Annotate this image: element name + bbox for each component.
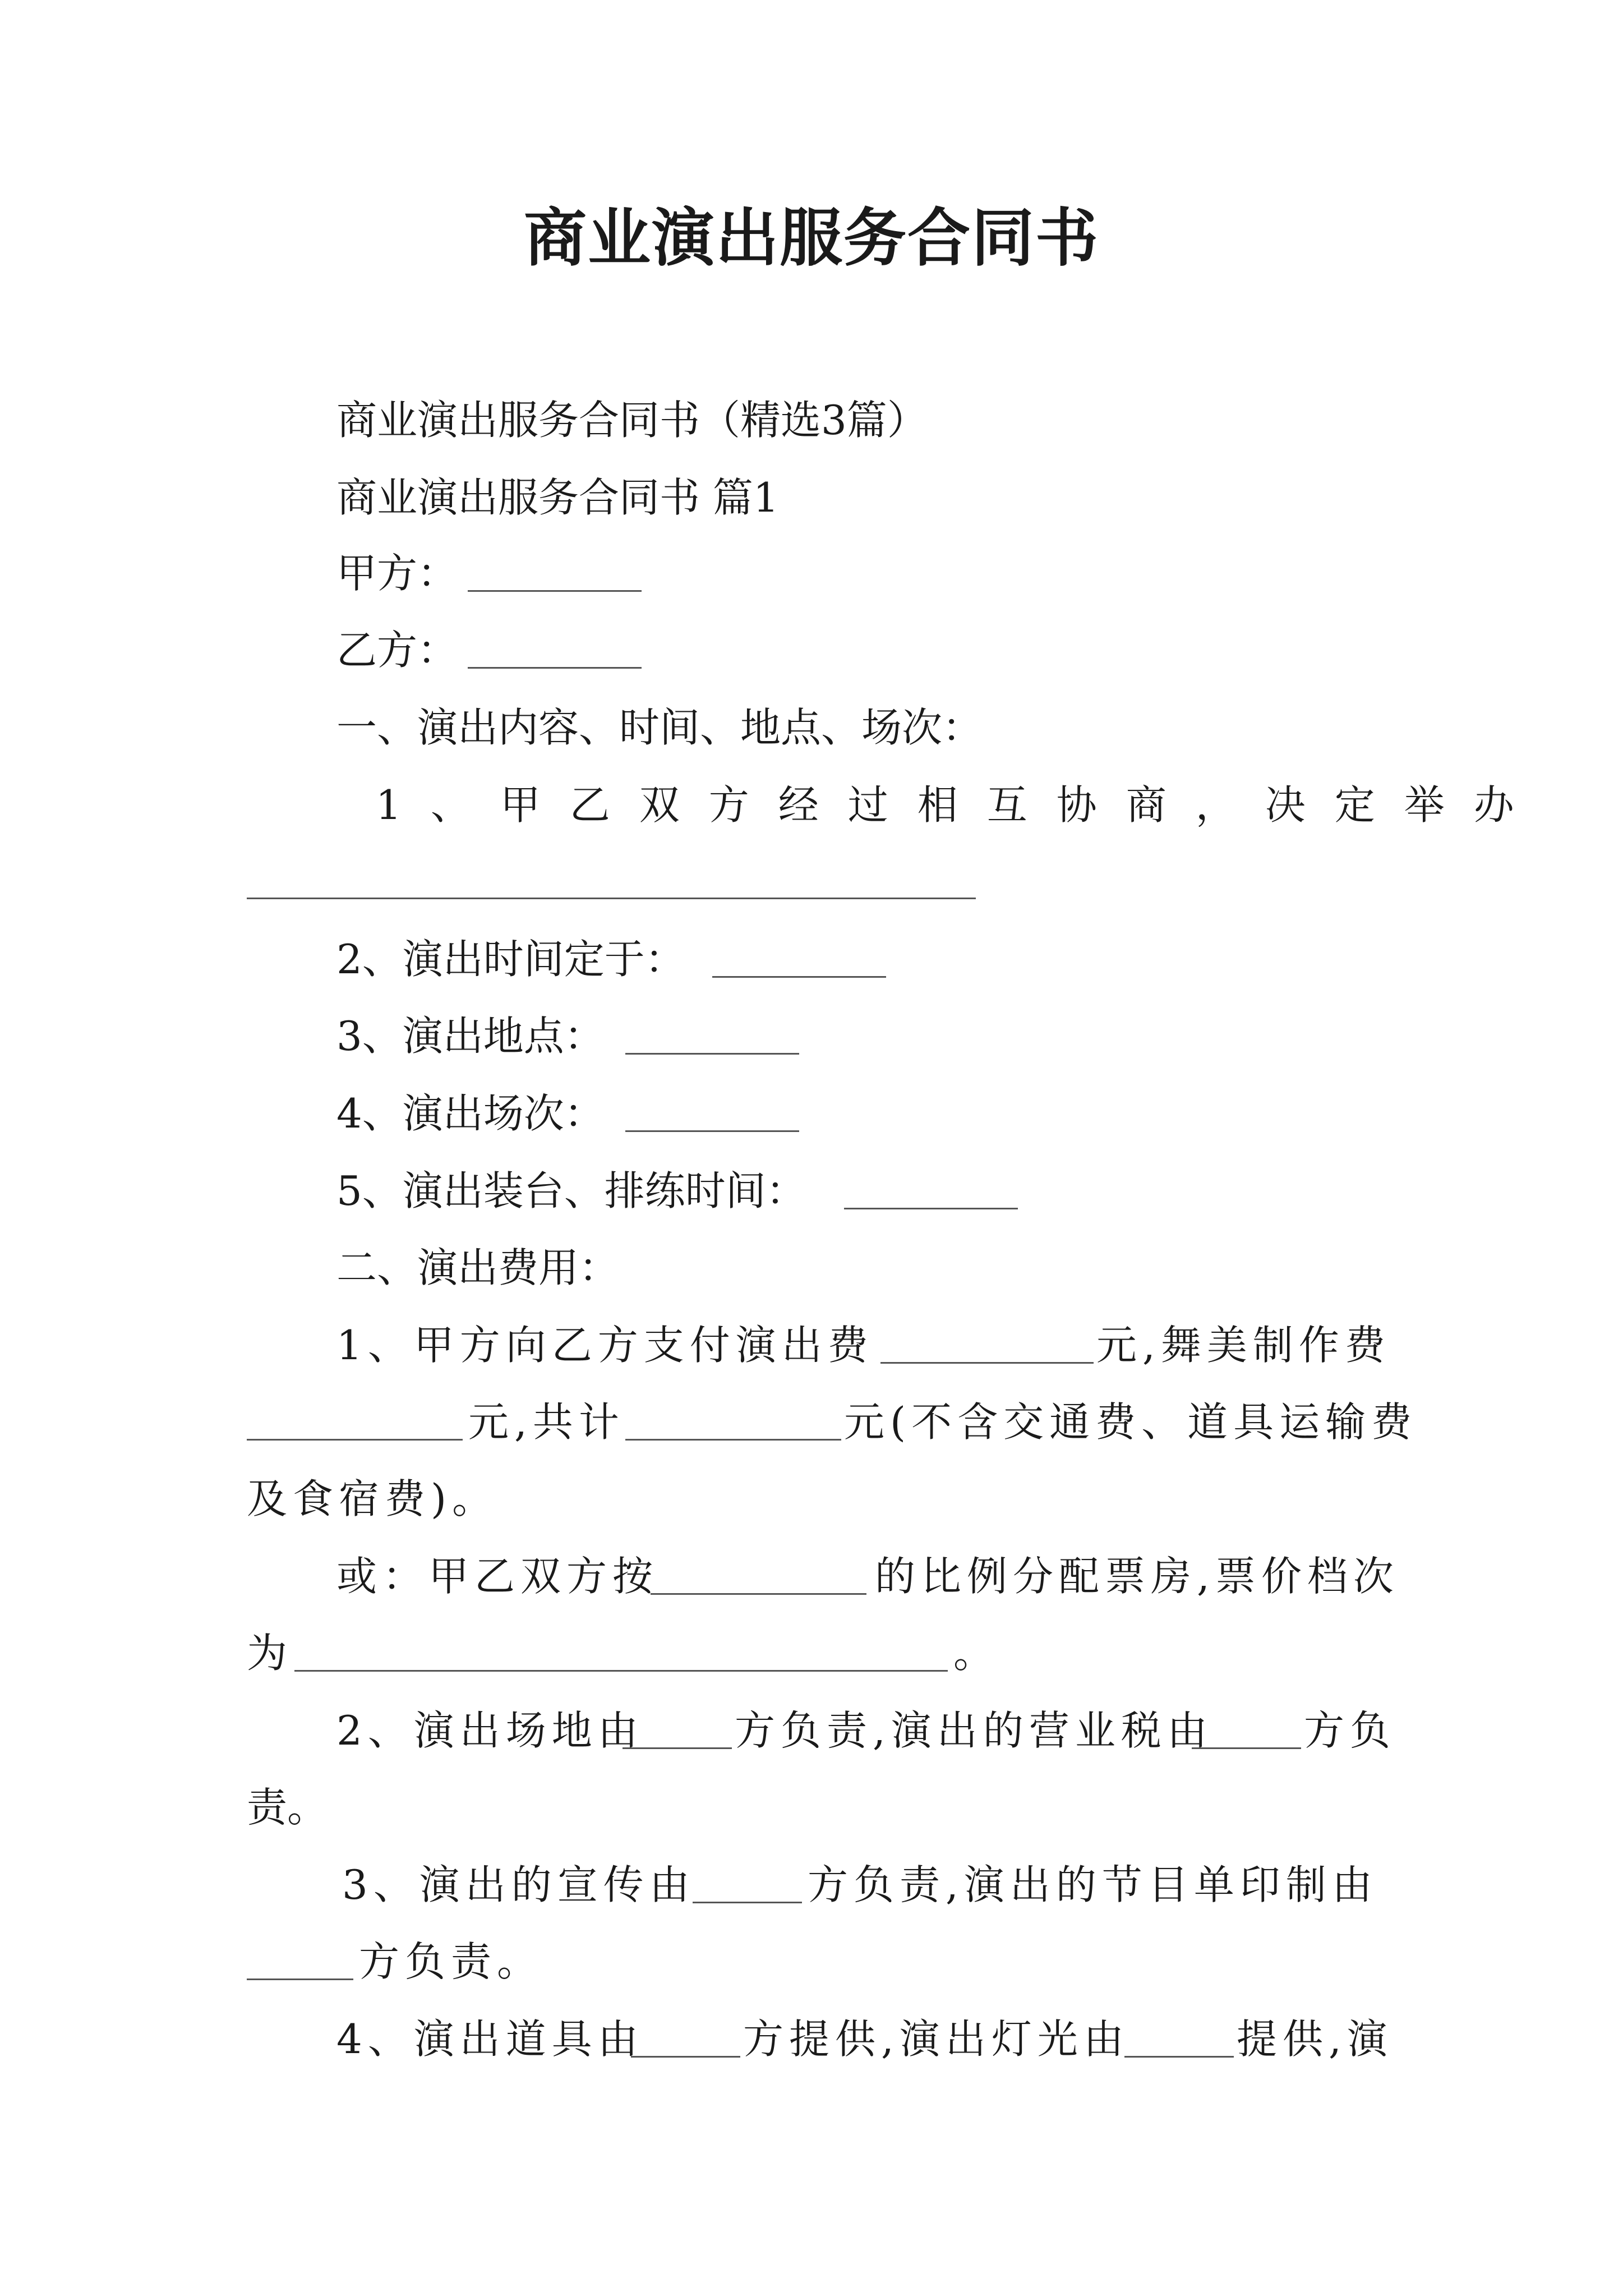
fee-line-2	[0, 1391, 1623, 1453]
section1-item1-line	[0, 774, 1623, 836]
party-b-blank	[468, 667, 642, 669]
item3-text-1b: 方负责,演出的节目单印制由	[808, 1861, 1378, 1908]
section1-item3: 3、演出地点：	[336, 1013, 605, 1060]
fee-text-2a: 元,共计	[468, 1398, 625, 1446]
fee-line-1	[0, 1314, 1623, 1376]
item4-blank-2	[1124, 2056, 1234, 2058]
fee-text-1a: 1、甲方向乙方支付演出费	[336, 1322, 874, 1369]
section1-item4: 4、演出场次：	[336, 1090, 605, 1137]
item4-text-1b: 方提供,演出灯光由	[743, 2016, 1129, 2063]
section1-item1: 1、甲乙双方经过相互协商，决定举办	[376, 781, 1543, 829]
part-heading-line	[0, 467, 1623, 528]
section1-heading: 一、演出内容、时间、地点、场次：	[336, 704, 983, 751]
item2-blank-1	[623, 1747, 732, 1749]
item4-line-1	[0, 2008, 1623, 2070]
party-a-label: 甲方：	[336, 550, 458, 597]
item2-text-1a: 2、演出场地由	[336, 1707, 644, 1754]
or-text-2b: 。	[953, 1630, 994, 1677]
fee-line-3	[0, 1468, 1623, 1530]
item3-blank-1	[693, 1902, 802, 1903]
item4-text-1c: 提供,演	[1237, 2016, 1393, 2063]
item2-line-2	[0, 1777, 1623, 1838]
party-a-line	[0, 542, 1623, 604]
section1-item4-line	[0, 1083, 1623, 1144]
section1-item4-blank	[625, 1130, 799, 1132]
item2-text-1c: 方负	[1304, 1707, 1396, 1754]
document-title: 商业演出服务合同书	[524, 201, 1099, 275]
party-b-label: 乙方：	[336, 627, 458, 674]
item2-text-1b: 方负责,演出的营业税由	[735, 1707, 1213, 1754]
section2-heading: 二、演出费用：	[336, 1244, 620, 1291]
fee-text-3: 及食宿费)。	[247, 1475, 499, 1522]
item3-text-1a: 3、演出的宣传由	[342, 1861, 695, 1908]
fee-blank-3	[625, 1439, 841, 1441]
section1-item3-blank	[625, 1053, 799, 1055]
section1-heading-line	[0, 697, 1623, 758]
or-line-1	[0, 1545, 1623, 1607]
item2-line-1	[0, 1700, 1623, 1761]
section1-item5-blank	[844, 1208, 1018, 1209]
item2-text-2: 责。	[247, 1784, 328, 1831]
item3-text-2: 方负责。	[359, 1938, 543, 1985]
party-b-line	[0, 619, 1623, 681]
subtitle-line	[0, 389, 1623, 451]
part-heading: 商业演出服务合同书 篇1	[336, 474, 779, 521]
item3-line-2	[0, 1931, 1623, 1993]
fee-text-2b: 元(不含交通费、道具运输费	[844, 1398, 1418, 1446]
or-text-1b: 的比例分配票房,票价档次	[875, 1553, 1399, 1600]
item3-line-1	[0, 1854, 1623, 1916]
fee-blank-1	[880, 1362, 1094, 1364]
or-line-2	[0, 1622, 1623, 1684]
item4-blank-1	[631, 2056, 740, 2058]
item2-blank-2	[1192, 1747, 1301, 1749]
section2-heading-line	[0, 1237, 1623, 1299]
or-text-1a: 或：甲乙双方按	[336, 1553, 659, 1600]
item3-blank-2	[247, 1978, 353, 1980]
fee-blank-2	[247, 1439, 463, 1441]
or-blank-1	[651, 1593, 866, 1595]
section1-item5: 5、演出装台、排练时间：	[336, 1167, 806, 1214]
or-blank-2	[294, 1670, 948, 1672]
section1-item2-line	[0, 928, 1623, 990]
section1-item5-line	[0, 1160, 1623, 1222]
section1-item2-blank	[712, 976, 886, 978]
party-a-blank	[468, 590, 642, 592]
section1-item3-line	[0, 1005, 1623, 1067]
section1-item1-blank	[247, 898, 976, 899]
subtitle: 商业演出服务合同书（精选3篇）	[336, 397, 928, 444]
item4-text-1a: 4、演出道具由	[336, 2016, 644, 2063]
or-text-2a: 为	[247, 1630, 288, 1677]
section1-item2: 2、演出时间定于：	[336, 936, 685, 983]
fee-text-1b: 元,舞美制作费	[1096, 1322, 1391, 1369]
